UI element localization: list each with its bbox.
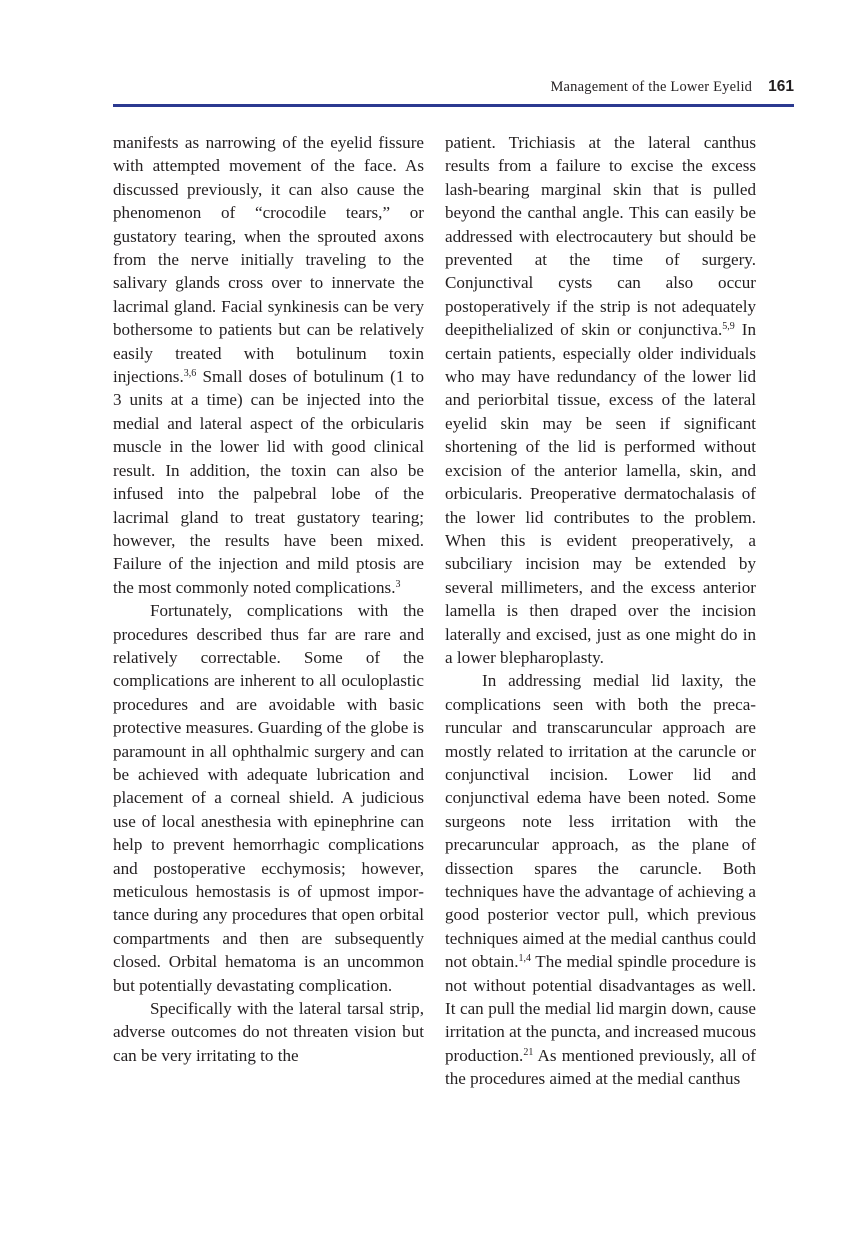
running-head — [113, 78, 794, 104]
paragraph — [113, 599, 424, 997]
reference-citation: 21 — [523, 1046, 534, 1058]
reference-citation: 5,9 — [722, 321, 735, 333]
paragraph-text: In addressing medial lid laxity, the complications seen with both the precaruncular and transcaruncular approach are mostly related to irritation at the caruncle or conjunctival incision. Lower lid and conjunctival edema have been noted. Some surgeons note less irritation with the precaruncular approach, as the plane of dissection spares the caruncle. Both techniques have the advantage of achieving a good posterior vector pull, which previous techniques aimed at the medial canthus could not obtain. — [445, 671, 756, 972]
paragraph — [113, 997, 424, 1067]
paragraph-text: In certain patients, especially older individuals who may have redundancy of the lower lid and periorbital tissue, excess of the lateral eyelid skin may be seen if significant shortening of the lid is performed without excision of the anterior lamella, skin, and orbicularis. Preoperative dermatochalasis of the lower lid contributes to the problem. When this is evident preoperatively, a subciliary incision may be extended by several millimeters, and the excess anterior lamella is then draped over the incision laterally and excised, just as one might do in a lower blepharoplasty. — [445, 320, 757, 667]
running-title: Management of the Lower Eyelid — [550, 79, 753, 95]
right-column — [445, 131, 756, 1091]
page-number: 161 — [768, 78, 794, 95]
reference-citation: 1,4 — [518, 953, 531, 965]
header-rule — [113, 104, 794, 107]
paragraph-text: patient. Trichiasis at the lateral canthus results from a failure to excise the excess lash-bearing marginal skin that is pulled beyond the canthal angle. This can easily be addressed with electrocautery but should be prevented at the time of surgery. Conjunctival cysts can also occur postoperatively if the strip is not adequately deepithelialized of skin or conjunctiva. — [445, 133, 756, 340]
reference-citation: 3 — [395, 578, 401, 590]
paragraph-text: As mentioned previously, all of the procedures aimed at the medial canthus — [445, 1045, 756, 1089]
paragraph-text: Fortunately, complications with the procedures described thus far are rare and relatively correctable. Some of the complications are inherent to all oculoplastic procedures and are avoidable with basic protective measures. Guarding of the globe is paramount in all ophthalmic surgery and can be achieved with adequate lubrication and placement of a corneal shield. A judicious use of local anesthesia with epinephrine can help to prevent hemorrhagic complications and postoperative ecchymosis; however, meticulous hemostasis is of upmost importance during any procedures that open orbital compartments and then are subsequently closed. Orbital hematoma is an uncommon but potentially devastating complication. — [113, 601, 424, 995]
paragraph-text: manifests as narrowing of the eyelid fissure with attempted movement of the face. As discussed previously, it can also cause the phenomenon of “crocodile tears,” or gustatory tearing, when the sprouted axons from the nerve initially traveling to the salivary glands cross over to innervate the lacrimal gland. Facial synkinesis can be very bothersome to patients but can be relatively easily treated with botulinum toxin injections. — [113, 133, 424, 387]
left-column — [113, 131, 424, 1067]
paragraph — [113, 131, 424, 599]
paragraph-text: Small doses of botulinum (1 to 3 units at a time) can be injected into the medial and lateral aspect of the orbicularis muscle in the lower lid with good clinical result. In addition, the toxin can also be infused into the palpebral lobe of the lacrimal gland to treat gustatory tearing; however, the results have been mixed. Failure of the injection and mild ptosis are the most commonly noted complications. — [113, 367, 424, 597]
paragraph-text: Specifically with the lateral tarsal strip, adverse outcomes do not threaten vision but can be very irritating to the — [113, 999, 424, 1065]
paragraph-text: The medial spindle procedure is not without potential disadvantages as well. It can pull the medial lid margin down, cause irritation at the puncta, and increased mucous production. — [445, 952, 756, 1065]
paragraph — [445, 669, 756, 1090]
reference-citation: 3,6 — [183, 368, 197, 380]
paragraph — [445, 131, 756, 669]
